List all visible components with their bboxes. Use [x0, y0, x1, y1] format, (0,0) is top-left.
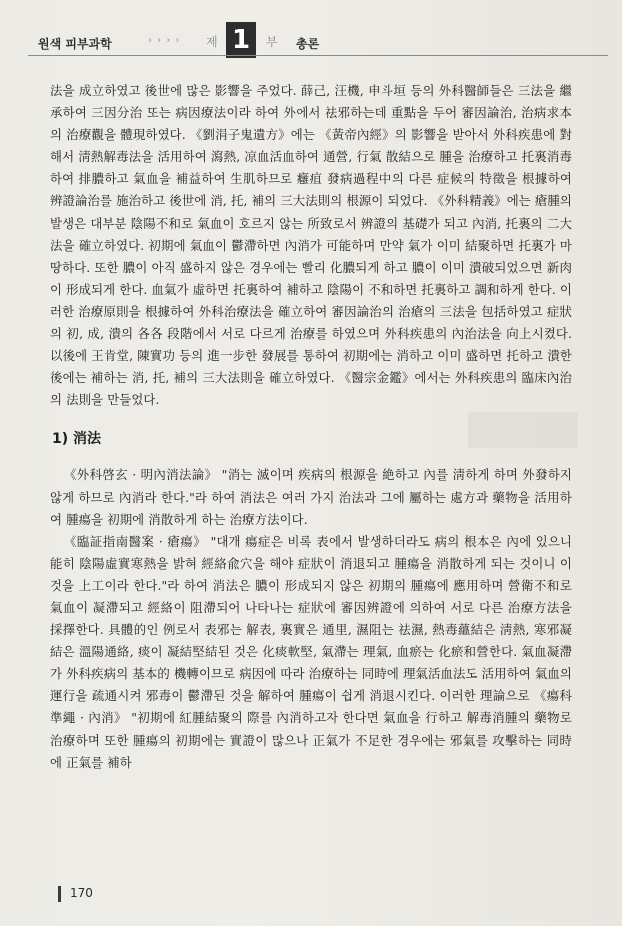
header-arrows: › › › › — [148, 35, 181, 46]
part-title: 총론 — [296, 37, 320, 51]
book-title: 원색 피부과학 — [38, 37, 112, 51]
section-paragraph: 《外科啓玄 · 明內消法論》 "消는 滅이며 疾病의 根源을 絶하고 內를 淸하게 하며 外發하지 않게 하므로 內消라 한다."라 하여 消法은 여러 가지 治法과 그에 屬하는 處方과 藥物을 活用하여 腫瘍을 初期에 消散하게 하는 治療方法이다. — [50, 467, 572, 527]
footer-bar — [58, 886, 61, 902]
intro-paragraph: 法을 成立하였고 後世에 많은 影響을 주었다. 薛己, 汪機, 申斗垣 등의 外科醫師들은 三法을 繼承하여 三因分治 또는 病因療法이라 하여 外에서 祛邪하는데 重點을 두어 審因論治, 治病求本의 治療觀을 體現하였다. 《劉涓子鬼遺方》에는 《黃帝內經》의 影響을 받아서 外科疾患에 對해서 淸熱解毒法을 活用하여 瀉熱, 凉血活血하여 通營, 行氣 散結으로 腫을 治療하고 托裏消毒하여 排膿하고 氣血을 補益하여 生肌하므로 癰疽 發病過程中의 다른 症候의 特徵을 根據하여 辨證論治를 施治하고 後世에 消, 托, 補의 三大法則의 根源이 되었다. 《外科精義》에는 瘡腫의 발생은 대부분 陰陽不和로 氣血이 호르지 않는 所致로서 辨證의 基礎가 되고 內消, 托裏의 二大法을 確立하였다. 初期에 氣血이 鬱滯하면 內消가 可能하며 만약 氣가 이미 結聚하면 托裏가 마땅하다. 또한 膿이 아직 盛하지 않은 경우에는 빨리 化膿되게 하고 膿이 이미 潰破되었으면 新肉이 形成되게 한다. 血氣가 虛하면 托裏하여 補하고 陰陽이 不和하면 托裏하고 調和하게 한다. 이러한 治療原則을 根據하여 外科治療法을 確立하여 審因論治의 治瘡의 三法을 包括하였고 症狀의 初, 成, 潰의 各各 段階에서 서로 다르게 治療를 하였으며 外科疾患의 內治法을 向上시켰다. 以後에 王肯堂, 陳實功 등의 進一步한 發展를 통하여 初期에는 消하고 이미 盛하면 托하고 潰한 後에는 補하는 消, 托, 補의 三大法則을 確立하였다. 《醫宗金鑑》에서는 外科疾患의 臨床內治의 法則을 만들었다. — [50, 83, 572, 408]
chapter-prefix: 제 — [206, 35, 218, 49]
section-paragraph: 《臨証指南醫案 · 瘡瘍》 "대개 瘍症은 비록 表에서 발생하더라도 病의 根本은 內에 있으니 能히 陰陽虛實寒熱을 밝혀 經絡兪穴을 해야 症狀이 消退되고 腫瘍을 消散하게 되는 것이니 이것을 上工이라 한다."라 하여 消法은 膿이 形成되지 않은 初期의 腫瘍에 應用하며 營衛不和로 氣血이 凝滯되고 經絡이 阻滯되어 나타나는 症狀에 審因辨證에 의하여 서로 다른 治療方法을 採擇한다. 具體的인 例로서 表邪는 解表, 裏實은 通里, 濕阻는 祛濕, 熱毒蘊結은 淸熱, 寒邪凝結은 溫陽通絡, 痰이 凝結堅結된 것은 化痰軟堅, 氣滯는 理氣, 血瘀는 化瘀和營한다. 氣血凝滯가 外科疾病의 基本的 機轉이므로 病因에 따라 治療하는 同時에 理氣活血法도 活用하여 氣血의 運行을 疏通시켜 邪毒이 鬱滯된 것을 解하여 腫瘍이 쉽게 消退시킨다. 이러한 理論으로 《瘍科準繩 · 內消》 "初期에 紅腫結聚의 際를 內消하고자 한다면 氣血을 行하고 解毒消腫의 藥物로 治療하며 또한 腫瘍의 初期에는 實證이 많으나 正氣가 不足한 경우에는 邪氣를 攻擊하는 同時에 正氣를 補하 — [50, 533, 572, 770]
page-number: 170 — [70, 886, 93, 900]
chapter-number-badge: 1 — [226, 22, 256, 58]
page-body — [50, 80, 572, 774]
chapter-suffix: 부 — [266, 35, 278, 49]
running-header — [28, 18, 608, 54]
section-heading: 1) 消法 — [52, 431, 102, 448]
header-rule — [28, 55, 608, 56]
